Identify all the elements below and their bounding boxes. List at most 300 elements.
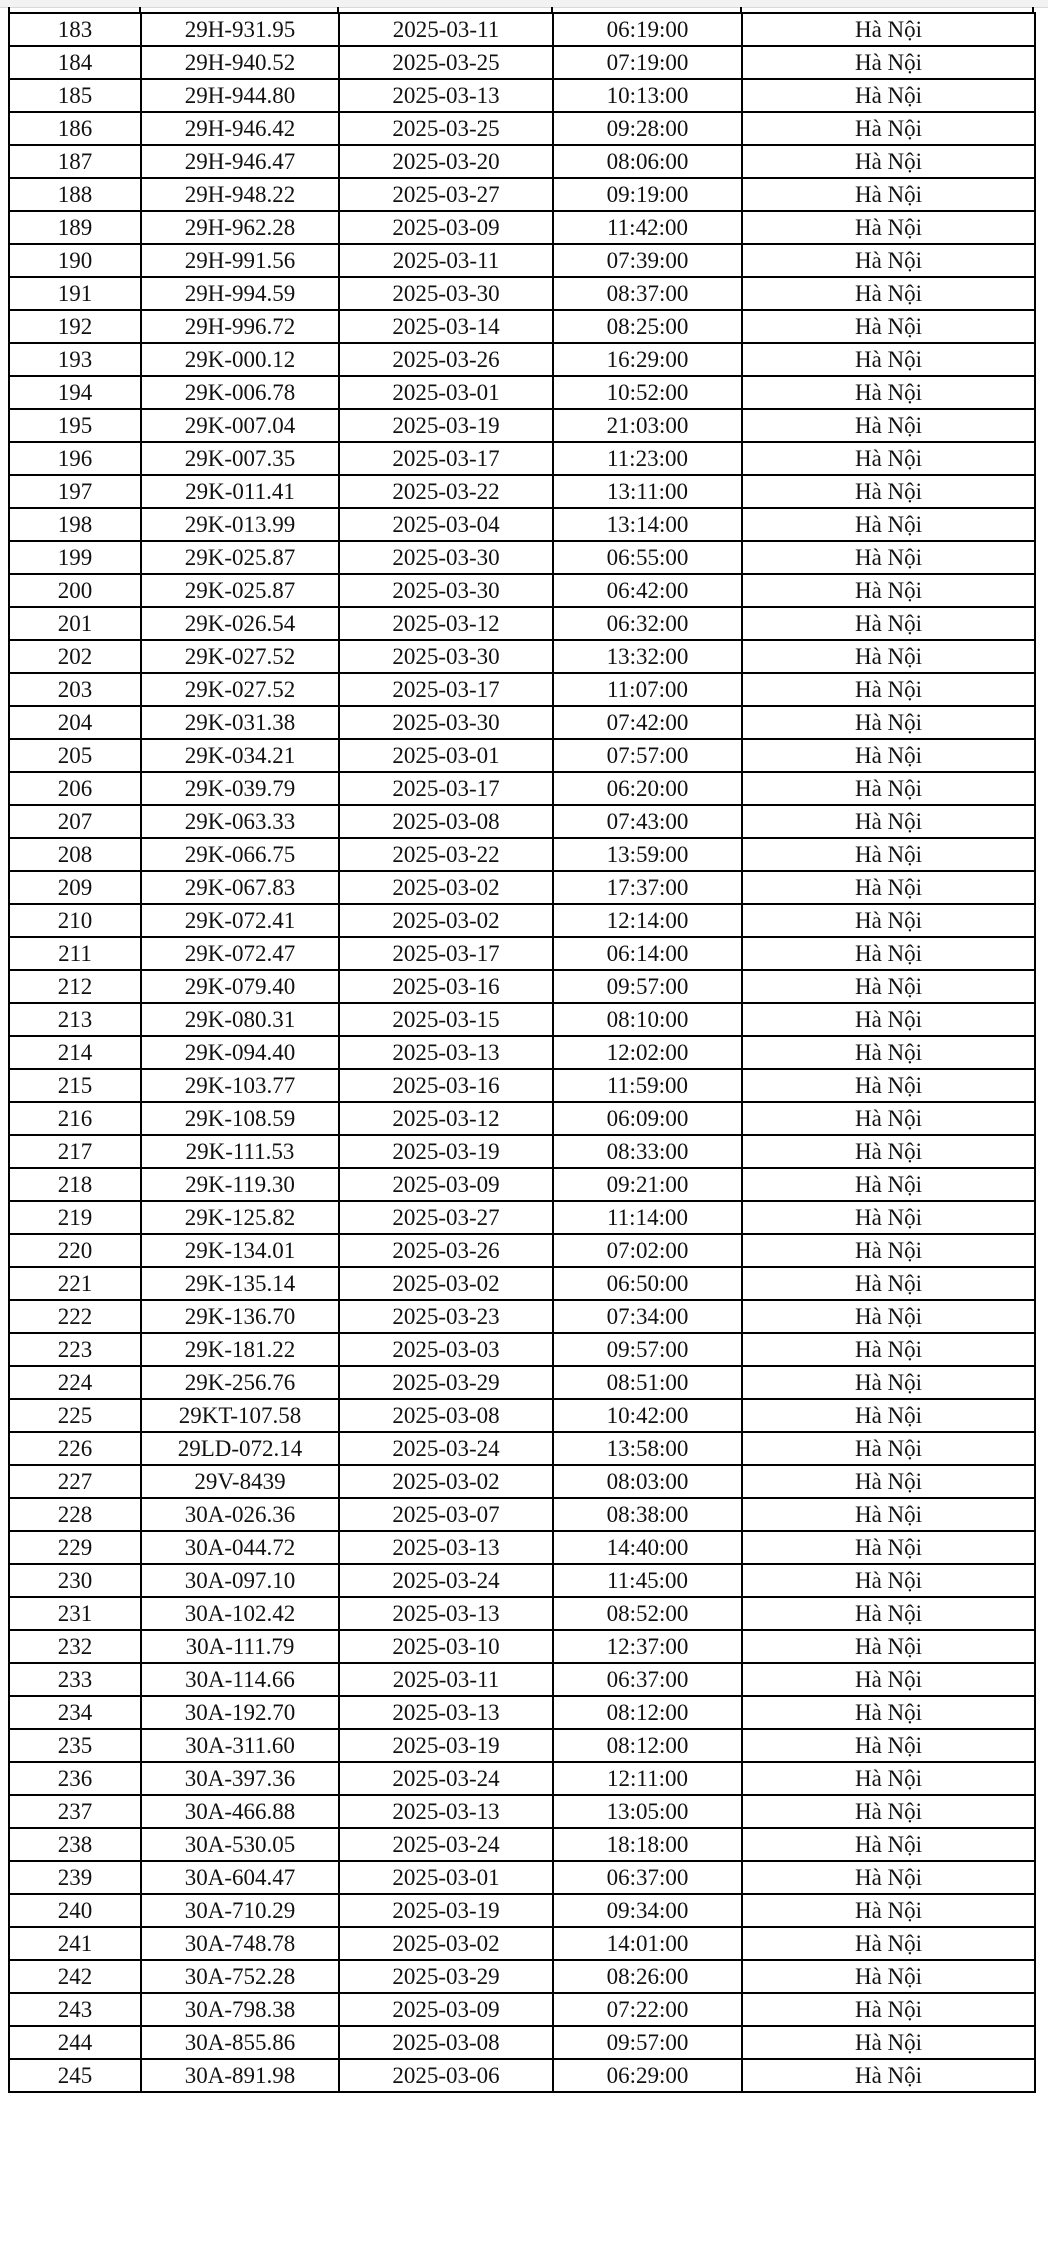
- table-row: [9, 1498, 1035, 1531]
- cell-plate: 29H-991.56: [141, 244, 339, 277]
- cell-location: Hà Nội: [742, 442, 1035, 475]
- cell-date: 2025-03-22: [339, 838, 553, 871]
- cell-stt: 214: [9, 1036, 141, 1069]
- cell-stt: 191: [9, 277, 141, 310]
- cell-time: 09:57:00: [553, 1333, 742, 1366]
- cell-plate: 29H-931.95: [141, 13, 339, 46]
- cell-stt: 202: [9, 640, 141, 673]
- cell-date: 2025-03-23: [339, 1300, 553, 1333]
- cell-plate: 29K-094.40: [141, 1036, 339, 1069]
- cell-stt: 216: [9, 1102, 141, 1135]
- cell-plate: 29K-103.77: [141, 1069, 339, 1102]
- table-row: [9, 1597, 1035, 1630]
- cell-stt: 204: [9, 706, 141, 739]
- cell-time: 08:10:00: [553, 1003, 742, 1036]
- cell-stt: 218: [9, 1168, 141, 1201]
- cell-stt: 215: [9, 1069, 141, 1102]
- cell-location: Hà Nội: [742, 409, 1035, 442]
- cell-plate: 29K-006.78: [141, 376, 339, 409]
- cell-plate: 30A-748.78: [141, 1927, 339, 1960]
- cell-date: 2025-03-30: [339, 706, 553, 739]
- table-row: [9, 574, 1035, 607]
- cell-location: Hà Nội: [742, 211, 1035, 244]
- cell-time: 07:42:00: [553, 706, 742, 739]
- cell-plate: 29K-027.52: [141, 640, 339, 673]
- cell-stt: 242: [9, 1960, 141, 1993]
- cell-time: 08:33:00: [553, 1135, 742, 1168]
- cell-time: 12:02:00: [553, 1036, 742, 1069]
- cell-location: Hà Nội: [742, 970, 1035, 1003]
- cell-plate: 29K-066.75: [141, 838, 339, 871]
- cell-time: 06:19:00: [553, 13, 742, 46]
- cell-date: 2025-03-17: [339, 772, 553, 805]
- table-row: [9, 1861, 1035, 1894]
- cell-time: 08:12:00: [553, 1729, 742, 1762]
- cell-location: Hà Nội: [742, 937, 1035, 970]
- cell-plate: 30A-397.36: [141, 1762, 339, 1795]
- table-row: [9, 244, 1035, 277]
- cell-stt: 223: [9, 1333, 141, 1366]
- cell-time: 11:14:00: [553, 1201, 742, 1234]
- table-row: [9, 1828, 1035, 1861]
- cell-stt: 186: [9, 112, 141, 145]
- table-row: [9, 1795, 1035, 1828]
- table-row: [9, 1894, 1035, 1927]
- cell-date: 2025-03-01: [339, 739, 553, 772]
- cell-plate: 30A-752.28: [141, 1960, 339, 1993]
- cell-location: Hà Nội: [742, 1894, 1035, 1927]
- cell-time: 06:50:00: [553, 1267, 742, 1300]
- cell-time: 12:37:00: [553, 1630, 742, 1663]
- cell-time: 06:14:00: [553, 937, 742, 970]
- cell-time: 13:11:00: [553, 475, 742, 508]
- cell-plate: 29K-135.14: [141, 1267, 339, 1300]
- cell-date: 2025-03-16: [339, 970, 553, 1003]
- cell-location: Hà Nội: [742, 904, 1035, 937]
- cell-plate: 29K-000.12: [141, 343, 339, 376]
- cell-plate: 29H-948.22: [141, 178, 339, 211]
- cell-stt: 238: [9, 1828, 141, 1861]
- cell-plate: 29K-134.01: [141, 1234, 339, 1267]
- cell-plate: 29K-027.52: [141, 673, 339, 706]
- cell-date: 2025-03-09: [339, 1168, 553, 1201]
- cell-location: Hà Nội: [742, 1696, 1035, 1729]
- cell-stt: 210: [9, 904, 141, 937]
- cell-stt: 187: [9, 145, 141, 178]
- cell-time: 08:37:00: [553, 277, 742, 310]
- cell-date: 2025-03-19: [339, 409, 553, 442]
- cell-time: 14:40:00: [553, 1531, 742, 1564]
- cell-location: Hà Nội: [742, 79, 1035, 112]
- table-row: [9, 1102, 1035, 1135]
- cell-time: 06:42:00: [553, 574, 742, 607]
- cell-date: 2025-03-24: [339, 1828, 553, 1861]
- cell-plate: 29K-136.70: [141, 1300, 339, 1333]
- cell-plate: 29K-080.31: [141, 1003, 339, 1036]
- cell-date: 2025-03-29: [339, 1960, 553, 1993]
- cell-date: 2025-03-30: [339, 574, 553, 607]
- cell-stt: 235: [9, 1729, 141, 1762]
- cell-stt: 245: [9, 2059, 141, 2092]
- cell-location: Hà Nội: [742, 1333, 1035, 1366]
- cell-date: 2025-03-22: [339, 475, 553, 508]
- cell-time: 09:19:00: [553, 178, 742, 211]
- table-row: [9, 376, 1035, 409]
- cell-plate: 30A-026.36: [141, 1498, 339, 1531]
- cell-location: Hà Nội: [742, 1432, 1035, 1465]
- cell-plate: 30A-114.66: [141, 1663, 339, 1696]
- license-plate-table: [8, 12, 1036, 2093]
- cell-stt: 220: [9, 1234, 141, 1267]
- cell-location: Hà Nội: [742, 1531, 1035, 1564]
- cell-plate: 29K-007.04: [141, 409, 339, 442]
- table-row: [9, 607, 1035, 640]
- cell-time: 14:01:00: [553, 1927, 742, 1960]
- cell-stt: 240: [9, 1894, 141, 1927]
- cell-date: 2025-03-12: [339, 607, 553, 640]
- cell-date: 2025-03-11: [339, 1663, 553, 1696]
- table-row: [9, 1465, 1035, 1498]
- cell-date: 2025-03-11: [339, 244, 553, 277]
- cell-location: Hà Nội: [742, 1267, 1035, 1300]
- cell-stt: 189: [9, 211, 141, 244]
- table-row: [9, 409, 1035, 442]
- cell-location: Hà Nội: [742, 640, 1035, 673]
- cell-date: 2025-03-27: [339, 178, 553, 211]
- cell-time: 08:03:00: [553, 1465, 742, 1498]
- cell-date: 2025-03-11: [339, 13, 553, 46]
- table-row: [9, 1729, 1035, 1762]
- cell-date: 2025-03-24: [339, 1564, 553, 1597]
- cell-stt: 201: [9, 607, 141, 640]
- cell-date: 2025-03-29: [339, 1366, 553, 1399]
- cell-time: 06:29:00: [553, 2059, 742, 2092]
- cell-time: 08:26:00: [553, 1960, 742, 1993]
- cell-plate: 29H-940.52: [141, 46, 339, 79]
- cell-stt: 231: [9, 1597, 141, 1630]
- cell-date: 2025-03-17: [339, 442, 553, 475]
- cell-date: 2025-03-12: [339, 1102, 553, 1135]
- table-row: [9, 970, 1035, 1003]
- cell-time: 10:52:00: [553, 376, 742, 409]
- cell-time: 09:34:00: [553, 1894, 742, 1927]
- cell-location: Hà Nội: [742, 277, 1035, 310]
- cell-stt: 199: [9, 541, 141, 574]
- cell-location: Hà Nội: [742, 805, 1035, 838]
- cell-location: Hà Nội: [742, 1135, 1035, 1168]
- table-row: [9, 343, 1035, 376]
- table-row: [9, 277, 1035, 310]
- table-row: [9, 805, 1035, 838]
- cell-stt: 211: [9, 937, 141, 970]
- table-row: [9, 1333, 1035, 1366]
- cell-location: Hà Nội: [742, 1861, 1035, 1894]
- cell-date: 2025-03-08: [339, 1399, 553, 1432]
- table-row: [9, 178, 1035, 211]
- cell-location: Hà Nội: [742, 541, 1035, 574]
- cell-time: 08:38:00: [553, 1498, 742, 1531]
- cell-plate: 30A-530.05: [141, 1828, 339, 1861]
- cell-location: Hà Nội: [742, 508, 1035, 541]
- cell-location: Hà Nội: [742, 1300, 1035, 1333]
- cell-time: 06:55:00: [553, 541, 742, 574]
- cell-plate: 29K-026.54: [141, 607, 339, 640]
- table-row: [9, 310, 1035, 343]
- cell-date: 2025-03-30: [339, 541, 553, 574]
- cell-stt: 241: [9, 1927, 141, 1960]
- table-row: [9, 46, 1035, 79]
- cell-location: Hà Nội: [742, 46, 1035, 79]
- cell-location: Hà Nội: [742, 112, 1035, 145]
- table-row: [9, 1135, 1035, 1168]
- cell-plate: 29K-125.82: [141, 1201, 339, 1234]
- cell-stt: 184: [9, 46, 141, 79]
- cell-stt: 233: [9, 1663, 141, 1696]
- cell-date: 2025-03-09: [339, 1993, 553, 2026]
- cell-stt: 225: [9, 1399, 141, 1432]
- cell-date: 2025-03-24: [339, 1762, 553, 1795]
- table-row: [9, 1003, 1035, 1036]
- cell-plate: 29K-034.21: [141, 739, 339, 772]
- cell-date: 2025-03-02: [339, 904, 553, 937]
- cell-location: Hà Nội: [742, 772, 1035, 805]
- table-body: [9, 13, 1035, 2092]
- cell-plate: 29K-067.83: [141, 871, 339, 904]
- cell-date: 2025-03-07: [339, 1498, 553, 1531]
- cell-plate: 29KT-107.58: [141, 1399, 339, 1432]
- cell-time: 06:09:00: [553, 1102, 742, 1135]
- table-row: [9, 541, 1035, 574]
- table-row: [9, 1432, 1035, 1465]
- cell-date: 2025-03-13: [339, 1036, 553, 1069]
- cell-stt: 188: [9, 178, 141, 211]
- cell-stt: 194: [9, 376, 141, 409]
- cell-date: 2025-03-02: [339, 1927, 553, 1960]
- cell-time: 06:37:00: [553, 1663, 742, 1696]
- table-row: [9, 937, 1035, 970]
- cell-plate: 29LD-072.14: [141, 1432, 339, 1465]
- cell-plate: 30A-710.29: [141, 1894, 339, 1927]
- table-row: [9, 1201, 1035, 1234]
- cell-date: 2025-03-25: [339, 46, 553, 79]
- cell-location: Hà Nội: [742, 706, 1035, 739]
- table-row: [9, 739, 1035, 772]
- table-row: [9, 1267, 1035, 1300]
- cell-location: Hà Nội: [742, 1234, 1035, 1267]
- cell-location: Hà Nội: [742, 1663, 1035, 1696]
- cell-time: 06:20:00: [553, 772, 742, 805]
- cell-stt: 190: [9, 244, 141, 277]
- cell-plate: 29K-111.53: [141, 1135, 339, 1168]
- cell-time: 11:59:00: [553, 1069, 742, 1102]
- cell-time: 11:23:00: [553, 442, 742, 475]
- cell-stt: 213: [9, 1003, 141, 1036]
- cell-plate: 30A-466.88: [141, 1795, 339, 1828]
- cell-time: 16:29:00: [553, 343, 742, 376]
- cell-plate: 29H-994.59: [141, 277, 339, 310]
- cell-location: Hà Nội: [742, 739, 1035, 772]
- cell-location: Hà Nội: [742, 1729, 1035, 1762]
- cell-stt: 206: [9, 772, 141, 805]
- table-row: [9, 13, 1035, 46]
- cell-location: Hà Nội: [742, 1795, 1035, 1828]
- cell-location: Hà Nội: [742, 475, 1035, 508]
- cell-stt: 185: [9, 79, 141, 112]
- cell-date: 2025-03-26: [339, 343, 553, 376]
- cell-date: 2025-03-13: [339, 1795, 553, 1828]
- cell-date: 2025-03-13: [339, 1597, 553, 1630]
- cell-time: 08:52:00: [553, 1597, 742, 1630]
- cell-plate: 30A-111.79: [141, 1630, 339, 1663]
- table-row: [9, 1399, 1035, 1432]
- cell-stt: 212: [9, 970, 141, 1003]
- cell-time: 11:45:00: [553, 1564, 742, 1597]
- cell-location: Hà Nội: [742, 1993, 1035, 2026]
- cell-time: 08:06:00: [553, 145, 742, 178]
- table-row: [9, 1366, 1035, 1399]
- table-row: [9, 1168, 1035, 1201]
- cell-stt: 226: [9, 1432, 141, 1465]
- cell-plate: 29K-025.87: [141, 541, 339, 574]
- cell-stt: 221: [9, 1267, 141, 1300]
- cell-location: Hà Nội: [742, 1069, 1035, 1102]
- cell-time: 11:07:00: [553, 673, 742, 706]
- cell-plate: 29K-256.76: [141, 1366, 339, 1399]
- cell-stt: 243: [9, 1993, 141, 2026]
- cell-plate: 29H-946.42: [141, 112, 339, 145]
- table-row: [9, 79, 1035, 112]
- cell-plate: 30A-311.60: [141, 1729, 339, 1762]
- cell-plate: 29K-063.33: [141, 805, 339, 838]
- cell-time: 06:37:00: [553, 1861, 742, 1894]
- cell-date: 2025-03-13: [339, 1531, 553, 1564]
- cell-date: 2025-03-20: [339, 145, 553, 178]
- cell-date: 2025-03-06: [339, 2059, 553, 2092]
- cell-location: Hà Nội: [742, 2059, 1035, 2092]
- cell-date: 2025-03-30: [339, 277, 553, 310]
- cell-location: Hà Nội: [742, 1828, 1035, 1861]
- cell-stt: 230: [9, 1564, 141, 1597]
- cell-stt: 232: [9, 1630, 141, 1663]
- cell-stt: 208: [9, 838, 141, 871]
- cell-stt: 217: [9, 1135, 141, 1168]
- cell-date: 2025-03-08: [339, 805, 553, 838]
- cell-plate: 29K-013.99: [141, 508, 339, 541]
- cell-plate: 29H-944.80: [141, 79, 339, 112]
- cell-stt: 234: [9, 1696, 141, 1729]
- cell-plate: 29H-962.28: [141, 211, 339, 244]
- cell-time: 13:05:00: [553, 1795, 742, 1828]
- cell-location: Hà Nội: [742, 871, 1035, 904]
- cell-location: Hà Nội: [742, 1498, 1035, 1531]
- cell-location: Hà Nội: [742, 145, 1035, 178]
- cell-plate: 29K-181.22: [141, 1333, 339, 1366]
- cell-location: Hà Nội: [742, 1201, 1035, 1234]
- cell-location: Hà Nội: [742, 1762, 1035, 1795]
- cell-plate: 29K-079.40: [141, 970, 339, 1003]
- cell-time: 10:13:00: [553, 79, 742, 112]
- cell-date: 2025-03-13: [339, 1696, 553, 1729]
- cell-stt: 227: [9, 1465, 141, 1498]
- table-row: [9, 211, 1035, 244]
- cell-date: 2025-03-16: [339, 1069, 553, 1102]
- cell-location: Hà Nội: [742, 1003, 1035, 1036]
- table-row: [9, 838, 1035, 871]
- cell-date: 2025-03-02: [339, 1267, 553, 1300]
- table-row: [9, 2026, 1035, 2059]
- cell-time: 07:02:00: [553, 1234, 742, 1267]
- table-row: [9, 1630, 1035, 1663]
- cell-plate: 30A-604.47: [141, 1861, 339, 1894]
- cell-stt: 229: [9, 1531, 141, 1564]
- cell-stt: 203: [9, 673, 141, 706]
- cell-date: 2025-03-15: [339, 1003, 553, 1036]
- cell-time: 07:22:00: [553, 1993, 742, 2026]
- table-row: [9, 112, 1035, 145]
- cell-stt: 193: [9, 343, 141, 376]
- cell-plate: 29V-8439: [141, 1465, 339, 1498]
- cell-time: 07:34:00: [553, 1300, 742, 1333]
- cell-plate: 29K-039.79: [141, 772, 339, 805]
- cell-time: 13:32:00: [553, 640, 742, 673]
- cell-date: 2025-03-03: [339, 1333, 553, 1366]
- cell-location: Hà Nội: [742, 178, 1035, 211]
- cell-stt: 205: [9, 739, 141, 772]
- cell-stt: 196: [9, 442, 141, 475]
- cell-location: Hà Nội: [742, 1168, 1035, 1201]
- table-row: [9, 1069, 1035, 1102]
- cell-date: 2025-03-30: [339, 640, 553, 673]
- cell-stt: 197: [9, 475, 141, 508]
- cell-plate: 29K-031.38: [141, 706, 339, 739]
- cell-plate: 29K-108.59: [141, 1102, 339, 1135]
- cell-time: 10:42:00: [553, 1399, 742, 1432]
- cell-plate: 29K-011.41: [141, 475, 339, 508]
- table-row: [9, 772, 1035, 805]
- cell-stt: 244: [9, 2026, 141, 2059]
- cell-location: Hà Nội: [742, 1036, 1035, 1069]
- table-row: [9, 1960, 1035, 1993]
- cell-plate: 29H-996.72: [141, 310, 339, 343]
- cell-date: 2025-03-25: [339, 112, 553, 145]
- cell-date: 2025-03-13: [339, 79, 553, 112]
- cell-date: 2025-03-27: [339, 1201, 553, 1234]
- cell-date: 2025-03-01: [339, 1861, 553, 1894]
- cell-location: Hà Nội: [742, 244, 1035, 277]
- cell-plate: 30A-102.42: [141, 1597, 339, 1630]
- cell-time: 08:25:00: [553, 310, 742, 343]
- cell-location: Hà Nội: [742, 1597, 1035, 1630]
- cell-location: Hà Nội: [742, 13, 1035, 46]
- cell-time: 07:57:00: [553, 739, 742, 772]
- cell-stt: 239: [9, 1861, 141, 1894]
- cell-date: 2025-03-24: [339, 1432, 553, 1465]
- cell-time: 12:11:00: [553, 1762, 742, 1795]
- table-row: [9, 442, 1035, 475]
- cell-time: 13:58:00: [553, 1432, 742, 1465]
- table-row: [9, 1564, 1035, 1597]
- cell-time: 07:43:00: [553, 805, 742, 838]
- cell-location: Hà Nội: [742, 376, 1035, 409]
- table-row: [9, 145, 1035, 178]
- cell-stt: 183: [9, 13, 141, 46]
- cell-time: 12:14:00: [553, 904, 742, 937]
- table-row: [9, 706, 1035, 739]
- cell-stt: 237: [9, 1795, 141, 1828]
- cell-date: 2025-03-14: [339, 310, 553, 343]
- cell-date: 2025-03-17: [339, 937, 553, 970]
- cell-time: 08:51:00: [553, 1366, 742, 1399]
